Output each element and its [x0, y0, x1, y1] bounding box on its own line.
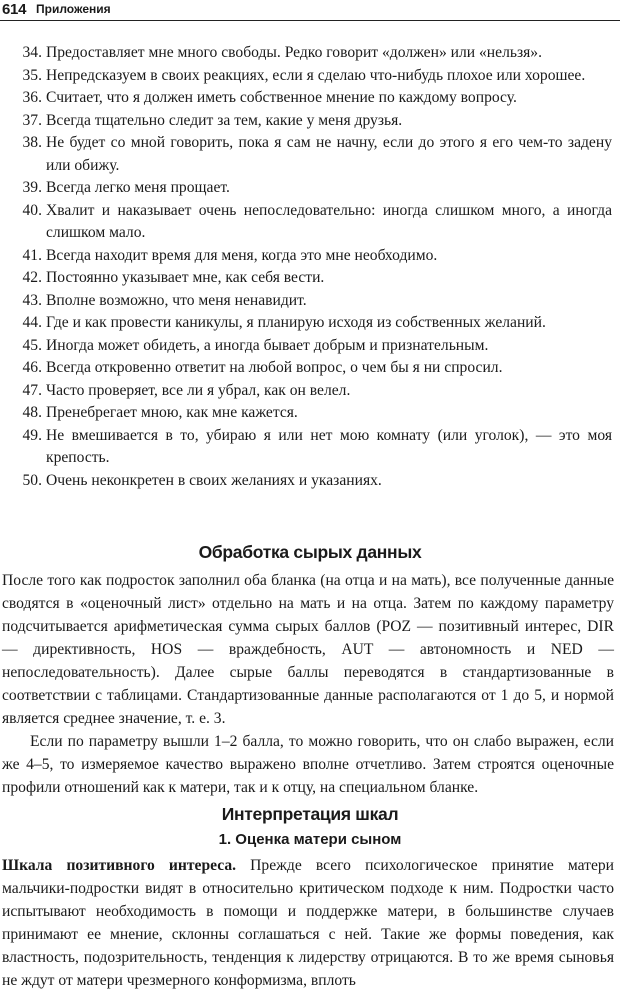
- list-item: [0, 425, 620, 470]
- scale-name: Шкала позитивного интереса.: [2, 857, 237, 874]
- list-item: [0, 245, 620, 268]
- list-item: [0, 200, 620, 245]
- item-number: 39.: [22, 179, 42, 196]
- item-text: Не вмешивается в то, убираю я или нет мою комнату (или уголок), — это моя крепость.: [46, 426, 612, 466]
- page-header: [0, 0, 620, 21]
- list-item: [0, 402, 620, 425]
- subsection-title: 1. Оценка матери сыном: [218, 831, 402, 848]
- item-text: Непредсказуем в своих реакциях, если я сделаю что-нибудь плохое или хорошее.: [46, 66, 586, 84]
- item-number: 43.: [22, 291, 42, 309]
- item-number: 49.: [22, 426, 42, 444]
- item-text: Вполне возможно, что меня ненавидит.: [46, 291, 307, 309]
- item-text: Всегда тщательно следит за тем, какие у меня друзья.: [46, 111, 403, 129]
- item-number: 47.: [22, 381, 42, 399]
- list-item: [0, 312, 620, 335]
- list-item: [0, 65, 620, 88]
- paragraph: Если по параметру вышли 1–2 балла, то можно говорить, что он слабо выражен, если же 4–5, то измеряемое качество выражено вполне отчетливо. Затем строятся оценочные профили отношений как к матери, так и к отцу, на специальном бланке.: [2, 733, 614, 796]
- item-text: Всегда откровенно ответит на любой вопрос, о чем бы я ни спросил.: [46, 359, 503, 376]
- item-text: Всегда находит время для меня, когда это мне необходимо.: [46, 246, 438, 264]
- list-item: [0, 357, 620, 380]
- item-text: Где и как провести каникулы, я планирую исходя из собственных желаний.: [46, 314, 546, 331]
- item-text: Иногда может обидеть, а иногда бывает добрым и признательным.: [46, 336, 489, 354]
- item-text: Постоянно указывает мне, как себя вести.: [46, 269, 325, 286]
- item-number: 46.: [22, 359, 42, 376]
- running-head: Приложения: [36, 2, 111, 16]
- interpretation-section: [0, 802, 620, 992]
- item-number: 50.: [22, 471, 42, 489]
- item-text: Считает, что я должен иметь собственное мнение по каждому вопросу.: [46, 89, 517, 106]
- list-item: [0, 335, 620, 358]
- item-text: Часто проверяет, все ли я убрал, как он велел.: [46, 381, 351, 399]
- item-text: Пренебрегает мною, как мне кажется.: [46, 404, 298, 421]
- list-item: [0, 132, 620, 177]
- item-number: 34.: [22, 44, 42, 61]
- item-number: 37.: [22, 111, 42, 129]
- item-number: 44.: [22, 314, 42, 331]
- paragraph: После того как подросток заполнил оба бланка (на отца и на мать), все полученные данные сводятся в «оценочный лист» отдельно на мать и на отца. Затем по каждому параметру подсчитывается арифметическая сумма сырых баллов (POZ — позитивный интерес, DIR — директивность, HOS — враждебность, AUT — автономность и NED — непоследовательность). Далее сырые баллы переводятся в стандартизованные в соответствии с таблицами. Стандартизованные данные располагаются от 1 до 5, и нормой является среднее значение, т. е. 3.: [2, 572, 614, 727]
- item-number: 48.: [22, 404, 42, 421]
- questionnaire-items: [0, 42, 620, 492]
- page-number: 614: [2, 1, 27, 18]
- list-item: [0, 267, 620, 290]
- section-title: Обработка сырых данных: [198, 542, 422, 562]
- list-item: [0, 290, 620, 313]
- list-item: [0, 380, 620, 403]
- item-number: 41.: [22, 246, 42, 264]
- item-number: 38.: [22, 134, 42, 151]
- raw-data-section: [0, 540, 620, 799]
- item-text: Хвалит и наказывает очень непоследовательно: иногда слишком много, а иногда слишком мало.: [46, 201, 612, 241]
- item-number: 45.: [22, 336, 42, 354]
- section-title: Интерпретация шкал: [221, 804, 399, 824]
- item-text: Не будет со мной говорить, пока я сам не начну, если до этого я его чем-то задену или обижу.: [46, 134, 612, 174]
- item-number: 35.: [22, 66, 42, 84]
- paragraph: [0, 854, 614, 992]
- list-item: [0, 42, 620, 65]
- list-item: [0, 177, 620, 200]
- item-text: Очень неконкретен в своих желаниях и указаниях.: [46, 471, 382, 489]
- item-text: Всегда легко меня прощает.: [46, 179, 230, 196]
- item-number: 40.: [22, 201, 42, 219]
- item-number: 42.: [22, 269, 42, 286]
- list-item: [0, 110, 620, 133]
- item-text: Предоставляет мне много свободы. Редко говорит «должен» или «нельзя».: [46, 44, 542, 61]
- list-item: [0, 87, 620, 110]
- paragraph-body: Прежде всего психологическое принятие матери мальчики-подростки видят в относительно критическом подходе к ним. Подростки часто испытывают необходимость в помощи и поддержке матери, в большинстве случаев принимают ее мнение, склонны соглашаться с ней. Такие же формы поведения, как властность, подозрительность, тенденция к лидерству отрицаются. В то же время сыновья не ждут от матери чрезмерного конформизма, вплоть: [2, 857, 615, 989]
- item-number: 36.: [22, 89, 42, 106]
- list-item: [0, 470, 620, 493]
